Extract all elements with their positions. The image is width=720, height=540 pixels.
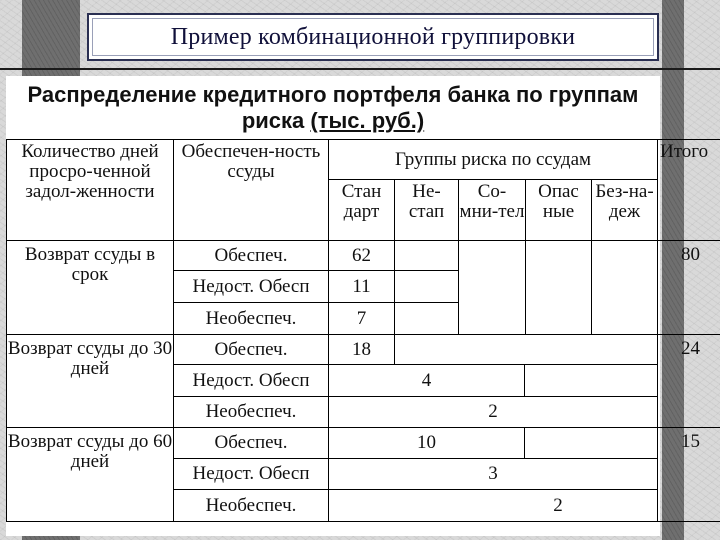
security-cell: Недост. Обесп xyxy=(174,271,329,303)
security-cell: Обеспеч. xyxy=(174,428,329,459)
security-cell: Обеспеч. xyxy=(174,241,329,271)
header-total: Итого xyxy=(658,139,720,241)
total-cell: 80 xyxy=(658,241,720,335)
right-decor-bar xyxy=(662,0,684,540)
value-cell: 18 xyxy=(329,335,395,365)
security-cell: Обеспеч. xyxy=(174,335,329,365)
value-cell: 7 xyxy=(329,303,395,335)
header-security: Обеспечен-ность ссуды xyxy=(174,139,329,241)
heading-units: (тыс. руб.) xyxy=(310,108,425,133)
value-cell: 62 xyxy=(329,241,395,271)
heading-line-1: Распределение кредитного портфеля банка по группам xyxy=(27,82,639,107)
security-cell: Недост. Обесп xyxy=(174,365,329,397)
header-risk-standard: Стан дарт xyxy=(329,180,395,241)
total-cell: 24 xyxy=(658,335,720,428)
header-risk-dangerous: Опас ные xyxy=(526,180,592,241)
total-cell: 15 xyxy=(658,428,720,522)
security-cell: Необеспеч. xyxy=(174,397,329,428)
title-divider xyxy=(0,68,720,70)
slide-title-box xyxy=(87,13,659,61)
security-cell: Недост. Обесп xyxy=(174,459,329,490)
header-risk-hopeless: Без-на-деж xyxy=(592,180,658,241)
row-label-60-days: Возврат ссуды до 60 дней xyxy=(6,428,174,522)
header-risk-groups: Группы риска по ссудам xyxy=(329,139,658,180)
value-cell: 10 xyxy=(329,428,525,459)
security-cell: Необеспеч. xyxy=(174,490,329,522)
content-area xyxy=(6,76,660,536)
row-label-on-time: Возврат ссуды в срок xyxy=(6,241,174,335)
table-heading xyxy=(6,82,660,134)
value-cell: 4 xyxy=(329,365,525,397)
value-cell: 11 xyxy=(329,271,395,303)
heading-line-2 xyxy=(6,108,660,134)
security-cell: Необеспеч. xyxy=(174,303,329,335)
header-risk-nonstandard: Не-стап xyxy=(395,180,459,241)
value-cell: 2 xyxy=(329,490,658,522)
value-cell: 3 xyxy=(329,459,658,490)
heading-line-2-prefix: риска xyxy=(241,108,311,133)
header-overdue-days: Количество дней просро-ченной задол-женности xyxy=(6,139,174,241)
slide-title: Пример комбинационной группировки xyxy=(170,23,576,50)
row-label-30-days: Возврат ссуды до 30 дней xyxy=(6,335,174,428)
header-risk-doubtful: Со-мни-тел xyxy=(459,180,526,241)
value-cell: 2 xyxy=(329,397,658,428)
